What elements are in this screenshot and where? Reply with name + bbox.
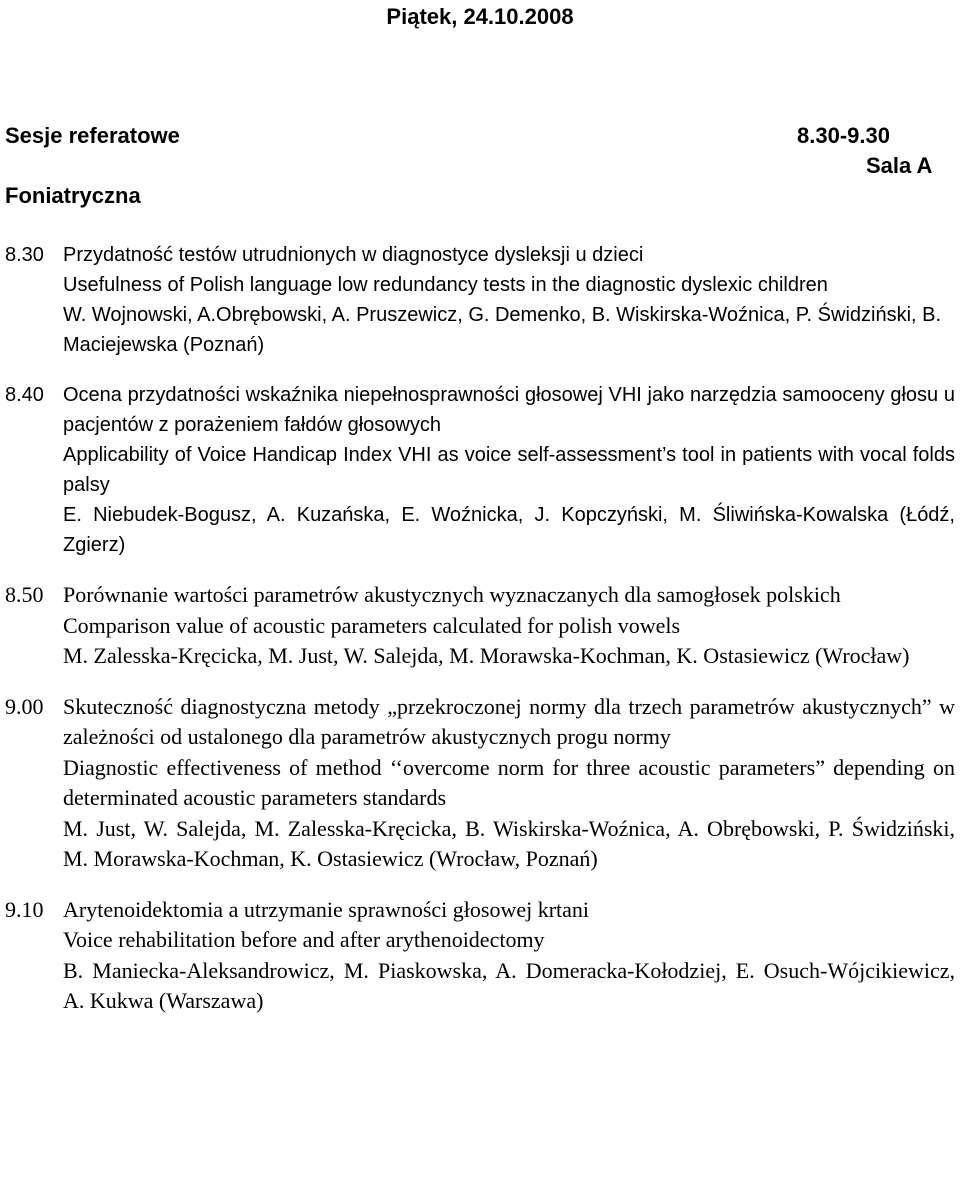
- talk-time: 9.00: [5, 693, 44, 719]
- session-name: Foniatryczna: [5, 183, 141, 208]
- session-room: Sala A: [866, 153, 933, 178]
- talk-title-en: Applicability of Voice Handicap Index VHI as voice self-assessment’s tool in patients with vocal folds palsy: [63, 444, 955, 496]
- talk-title-en: Voice rehabilitation before and after arythenoidectomy: [63, 927, 545, 952]
- talk-authors: E. Niebudek-Bogusz, A. Kuzańska, E. Woźnicka, J. Kopczyński, M. Śliwińska-Kowalska (Łódź, Zgierz): [63, 504, 955, 556]
- talk-authors: M. Zalesska-Kręcicka, M. Just, W. Salejda, M. Morawska-Kochman, K. Ostasiewicz (Wrocław): [63, 643, 910, 668]
- talk-authors: W. Wojnowski, A.Obrębowski, A. Pruszewicz, G. Demenko, B. Wiskirska-Woźnica, P. Świdziński, B. Maciejewska (Poznań): [63, 304, 942, 356]
- talk-item: [5, 692, 955, 875]
- talk-item: [5, 580, 955, 672]
- talk-title-en: Diagnostic effectiveness of method ‘‘overcome norm for three acoustic parameters” depending on determinated acoustic parameters standards: [63, 754, 955, 810]
- talk-list: [5, 240, 955, 1037]
- talk-title-en: Comparison value of acoustic parameters calculated for polish vowels: [63, 612, 681, 638]
- session-label: Sesje referatowe: [5, 123, 180, 148]
- talk-time: 9.10: [5, 896, 44, 922]
- talk-item: [5, 895, 955, 1017]
- talk-title-pl: Porównanie wartości parametrów akustycznych wyznaczanych dla samogłosek polskich: [63, 582, 841, 607]
- talk-item: [5, 380, 955, 560]
- talk-authors: M. Just, W. Salejda, M. Zalesska-Kręcicka, B. Wiskirska-Woźnica, A. Obrębowski, P. Świdziński, M. Morawska-Kochman, K. Ostasiewicz (Wrocław, Poznań): [63, 815, 955, 871]
- page-date-heading: Piątek, 24.10.2008: [386, 4, 574, 29]
- talk-title-pl: Skuteczność diagnostyczna metody „przekroczonej normy dla trzech parametrów akustycznych” w zależności od ustalonego dla parametrów akustycznych progu normy: [63, 693, 955, 749]
- talk-title-pl: Przydatność testów utrudnionych w diagnostyce dysleksji u dzieci: [63, 244, 644, 266]
- talk-item: [5, 240, 955, 360]
- talk-authors: B. Maniecka-Aleksandrowicz, M. Piaskowska, A. Domeracka-Kołodziej, E. Osuch-Wójcikiewicz, A. Kukwa (Warszawa): [63, 957, 955, 1013]
- talk-title-pl: Ocena przydatności wskaźnika niepełnosprawności głosowej VHI jako narzędzia samooceny głosu u pacjentów z porażeniem fałdów głosowych: [63, 384, 955, 436]
- talk-time: 8.50: [5, 582, 44, 607]
- talk-time: 8.30: [5, 244, 44, 266]
- session-time: 8.30-9.30: [797, 123, 890, 148]
- talk-title-pl: Arytenoidektomia a utrzymanie sprawności głosowej krtani: [63, 896, 590, 922]
- talk-time: 8.40: [5, 384, 44, 406]
- talk-title-en: Usefulness of Polish language low redundancy tests in the diagnostic dyslexic children: [63, 274, 828, 296]
